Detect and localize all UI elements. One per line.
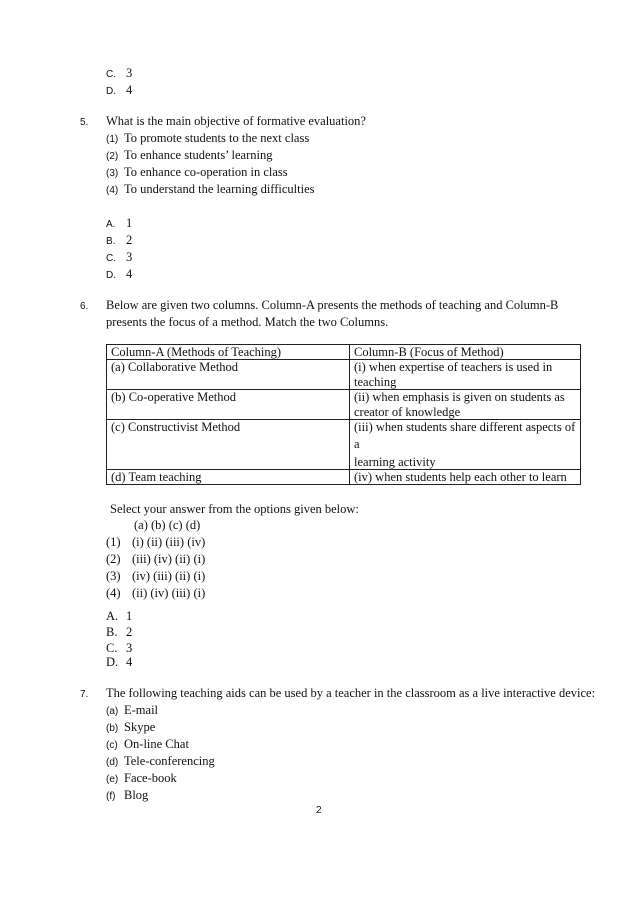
option-key: D. — [106, 655, 119, 669]
item-text: Tele-conferencing — [124, 754, 215, 768]
question-text-line2: presents the focus of a method. Match the two Columns. — [106, 315, 389, 329]
table-row — [107, 360, 581, 390]
item-text: Face-book — [124, 771, 177, 785]
cell-line: creator of knowledge — [354, 404, 461, 419]
option-key: D. — [106, 270, 116, 281]
item-key: (a) — [106, 706, 119, 717]
choice-key: (2) — [106, 151, 119, 162]
list-item — [106, 771, 177, 787]
column-b-header: Column-B (Focus of Method) — [350, 345, 581, 360]
table-cell-b — [350, 419, 581, 469]
table-row — [107, 470, 581, 485]
list-item — [106, 703, 158, 719]
list-item — [106, 788, 148, 804]
option-key: B. — [106, 236, 116, 247]
table-header-row — [107, 345, 581, 360]
list-item — [106, 754, 215, 770]
choice-text: To enhance co-operation in class — [124, 165, 288, 179]
option-key: D. — [106, 86, 116, 97]
option-b — [106, 625, 132, 641]
option-c — [106, 66, 132, 82]
option-key: A. — [106, 609, 119, 623]
option-d — [106, 267, 132, 283]
table-cell-a: (c) Constructivist Method — [107, 419, 350, 469]
option-text: 3 — [126, 250, 133, 264]
option-text: 4 — [126, 83, 133, 97]
option-c — [106, 250, 132, 266]
code-row — [106, 586, 205, 602]
question-number: 5. — [80, 117, 89, 128]
table-cell-a: (a) Collaborative Method — [107, 360, 350, 390]
code-text: (iv) (iii) (ii) (i) — [132, 569, 206, 583]
list-item — [106, 737, 189, 753]
table-cell-b — [350, 360, 581, 390]
code-text: (ii) (iv) (iii) (i) — [132, 586, 206, 600]
table-cell-b: (iv) when students help each other to learn — [350, 470, 581, 485]
option-d — [106, 655, 132, 671]
question-text-line1: Below are given two columns. Column-A presents the methods of teaching and Column-B — [106, 298, 559, 312]
choice-text: To enhance students’ learning — [124, 148, 273, 162]
item-key: (e) — [106, 774, 119, 785]
option-key: C. — [106, 253, 116, 264]
option-a — [106, 216, 132, 232]
choice-key: (4) — [106, 185, 119, 196]
code-text: (i) (ii) (iii) (iv) — [132, 535, 206, 549]
choice-item — [106, 182, 315, 198]
option-a — [106, 609, 132, 625]
item-key: (d) — [106, 757, 119, 768]
table-row — [107, 390, 581, 420]
choice-text: To understand the learning difficulties — [124, 182, 315, 196]
option-d — [106, 83, 132, 99]
table-cell-a: (b) Co-operative Method — [107, 390, 350, 420]
question-number: 7. — [80, 689, 89, 700]
item-key: (b) — [106, 723, 119, 734]
option-text: 3 — [126, 66, 133, 80]
option-text: 4 — [126, 267, 133, 281]
question-text: What is the main objective of formative evaluation? — [106, 114, 366, 128]
option-b — [106, 233, 132, 249]
item-key: (f) — [106, 791, 116, 802]
option-text: 2 — [126, 625, 133, 639]
cell-line: a — [354, 437, 360, 452]
code-key: (2) — [106, 552, 121, 566]
option-text: 4 — [126, 655, 133, 669]
option-text: 1 — [126, 609, 133, 623]
match-table — [106, 344, 581, 485]
choice-item — [106, 165, 288, 181]
option-text: 2 — [126, 233, 133, 247]
code-text: (iii) (iv) (ii) (i) — [132, 552, 206, 566]
page-number: 2 — [316, 805, 322, 816]
code-key: (3) — [106, 569, 121, 583]
cell-line: learning activity — [354, 454, 436, 469]
cell-line: (iii) when students share different aspects of — [354, 419, 576, 434]
option-text: 3 — [126, 641, 133, 655]
item-text: Skype — [124, 720, 156, 734]
option-key: C. — [106, 641, 118, 655]
cell-line: teaching — [354, 374, 397, 389]
choice-item — [106, 131, 309, 147]
select-instruction: Select your answer from the options given below: — [110, 502, 359, 516]
question-text: The following teaching aids can be used by a teacher in the classroom as a live interactive device: — [106, 686, 596, 700]
item-text: E-mail — [124, 703, 159, 717]
option-text: 1 — [126, 216, 133, 230]
question-number: 6. — [80, 301, 89, 312]
table-cell-a: (d) Team teaching — [107, 470, 350, 485]
table-cell-b — [350, 390, 581, 420]
option-key: B. — [106, 625, 118, 639]
cell-line: (ii) when emphasis is given on students as — [354, 390, 565, 405]
table-row — [107, 419, 581, 469]
choice-key: (3) — [106, 168, 119, 179]
choice-text: To promote students to the next class — [124, 131, 310, 145]
code-key: (1) — [106, 535, 121, 549]
option-key: A. — [106, 219, 116, 230]
item-text: On-line Chat — [124, 737, 189, 751]
code-row — [106, 552, 205, 568]
cell-line: (i) when expertise of teachers is used in — [354, 360, 553, 375]
choice-item — [106, 148, 273, 164]
item-key: (c) — [106, 740, 118, 751]
choice-key: (1) — [106, 134, 119, 145]
code-row — [106, 569, 205, 585]
code-key: (4) — [106, 586, 121, 600]
item-text: Blog — [124, 788, 149, 802]
option-key: C. — [106, 69, 116, 80]
list-item — [106, 720, 155, 736]
column-a-header: Column-A (Methods of Teaching) — [107, 345, 350, 360]
code-header: (a) (b) (c) (d) — [134, 518, 201, 532]
code-row — [106, 535, 205, 551]
